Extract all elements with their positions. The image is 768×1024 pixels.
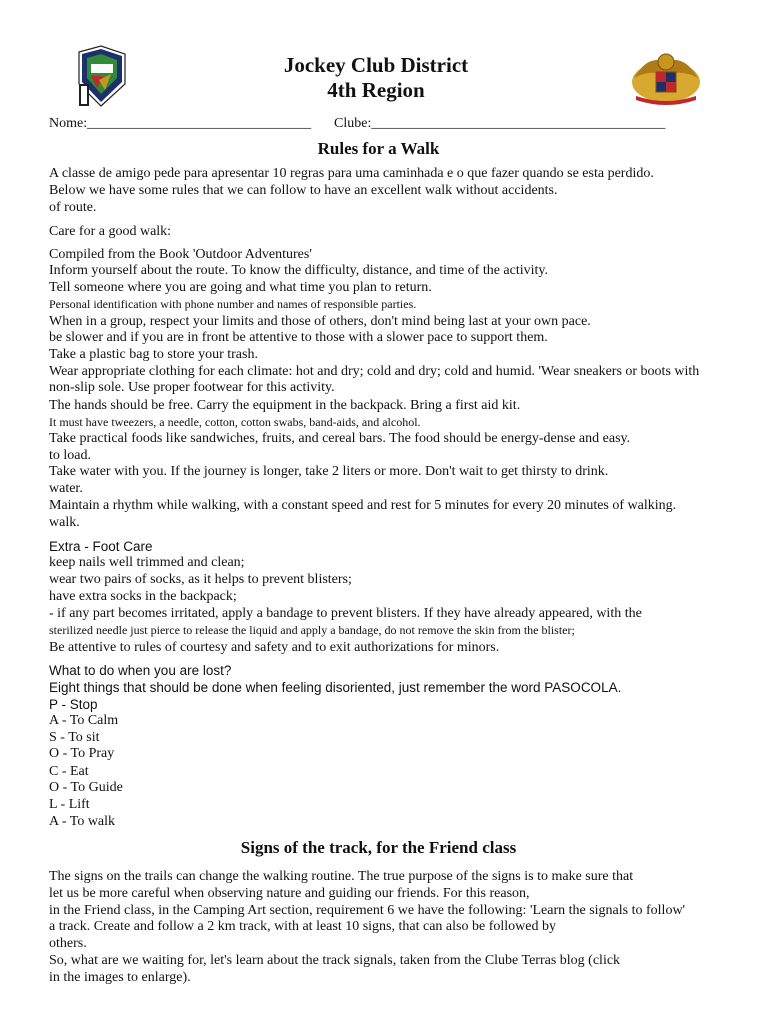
text-line: let us be more careful when observing nature and guiding our friends. For this reason, bbox=[49, 886, 530, 901]
list-item: P - Stop bbox=[49, 697, 98, 712]
text-line: Below we have some rules that we can follow to have an excellent walk without accidents. bbox=[49, 183, 558, 198]
signs-heading: Signs of the track, for the Friend class bbox=[240, 838, 517, 857]
text-line: Take a plastic bag to store your trash. bbox=[49, 347, 258, 362]
text-line: Personal identification with phone number and names of responsible parties. bbox=[49, 297, 417, 311]
text-line: A classe de amigo pede para apresentar 10 regras para uma caminhada e o que fazer quando se esta perdido. bbox=[49, 166, 654, 181]
text-line: a track. Create and follow a 2 km track, with at least 10 signs, that can also be followed by bbox=[49, 919, 556, 934]
text-line: What to do when you are lost? bbox=[49, 663, 232, 678]
list-item: C - Eat bbox=[49, 764, 89, 779]
text-line: So, what are we waiting for, let's learn about the track signals, taken from the Clube Terras blog (click bbox=[49, 953, 621, 968]
text-line: Eight things that should be done when feeling disoriented, just remember the word PASOCOLA. bbox=[49, 680, 622, 695]
rules-heading: Rules for a Walk bbox=[317, 139, 440, 158]
list-item: A - To Calm bbox=[49, 713, 119, 728]
text-line: Extra - Foot Care bbox=[49, 539, 153, 554]
text-line: have extra socks in the backpack; bbox=[49, 589, 237, 604]
text-line: Be attentive to rules of courtesy and safety and to exit authorizations for minors. bbox=[49, 640, 500, 655]
list-item: A - To walk bbox=[49, 814, 116, 829]
text-line: Tell someone where you are going and what time you plan to return. bbox=[49, 280, 432, 295]
text-line: Wear appropriate clothing for each climate: hot and dry; cold and dry; cold and humid. 'Wear sneakers or boots with bbox=[49, 364, 700, 379]
text-line: Compiled from the Book 'Outdoor Adventures' bbox=[49, 247, 312, 262]
name-field[interactable]: Nome:________________________________ bbox=[49, 116, 312, 131]
text-line: non-slip sole. Use proper footwear for this activity. bbox=[49, 380, 335, 395]
region-title: 4th Region bbox=[327, 78, 425, 102]
list-item: O - To Pray bbox=[49, 746, 115, 761]
text-line: wear two pairs of socks, as it helps to prevent blisters; bbox=[49, 572, 352, 587]
text-line: Care for a good walk: bbox=[49, 224, 172, 239]
list-item: L - Lift bbox=[49, 797, 90, 812]
text-line: Take practical foods like sandwiches, fruits, and cereal bars. The food should be energy-dense and easy. bbox=[49, 431, 631, 446]
text-line: in the images to enlarge). bbox=[49, 970, 191, 985]
list-item: O - To Guide bbox=[49, 780, 123, 795]
text-line: sterilized needle just pierce to release the liquid and apply a bandage, do not remove the skin from the blister; bbox=[49, 623, 575, 637]
text-line: be slower and if you are in front be attentive to those with a slower pace to support them. bbox=[49, 330, 548, 345]
text-line: - if any part becomes irritated, apply a bandage to prevent blisters. If they have already appeared, with the bbox=[49, 606, 642, 621]
list-item: S - To sit bbox=[49, 730, 100, 745]
text-line: in the Friend class, in the Camping Art section, requirement 6 we have the following: 'Learn the signals to follow' bbox=[49, 903, 686, 918]
text-line: Maintain a rhythm while walking, with a constant speed and rest for 5 minutes for every 20 minutes of walking. bbox=[49, 498, 677, 513]
club-field[interactable]: Clube:__________________________________________ bbox=[334, 116, 666, 131]
text-line: keep nails well trimmed and clean; bbox=[49, 555, 245, 570]
text-line: walk. bbox=[49, 515, 80, 530]
text-line: When in a group, respect your limits and those of others, don't mind being last at your own pace. bbox=[49, 314, 591, 329]
text-line: water. bbox=[49, 481, 83, 496]
text-line: Inform yourself about the route. To know the difficulty, distance, and time of the activity. bbox=[49, 263, 549, 278]
text-line: to load. bbox=[49, 448, 91, 463]
text-line: It must have tweezers, a needle, cotton, cotton swabs, band-aids, and alcohol. bbox=[49, 415, 421, 429]
text-line: Take water with you. If the journey is longer, take 2 liters or more. Don't wait to get thirsty to drink. bbox=[49, 464, 609, 479]
district-title: Jockey Club District bbox=[283, 53, 469, 77]
text-line: others. bbox=[49, 936, 87, 951]
text-line: The hands should be free. Carry the equipment in the backpack. Bring a first aid kit. bbox=[49, 398, 521, 413]
text-line: of route. bbox=[49, 200, 97, 215]
text-line: The signs on the trails can change the walking routine. The true purpose of the signs is to make sure that bbox=[49, 869, 634, 884]
